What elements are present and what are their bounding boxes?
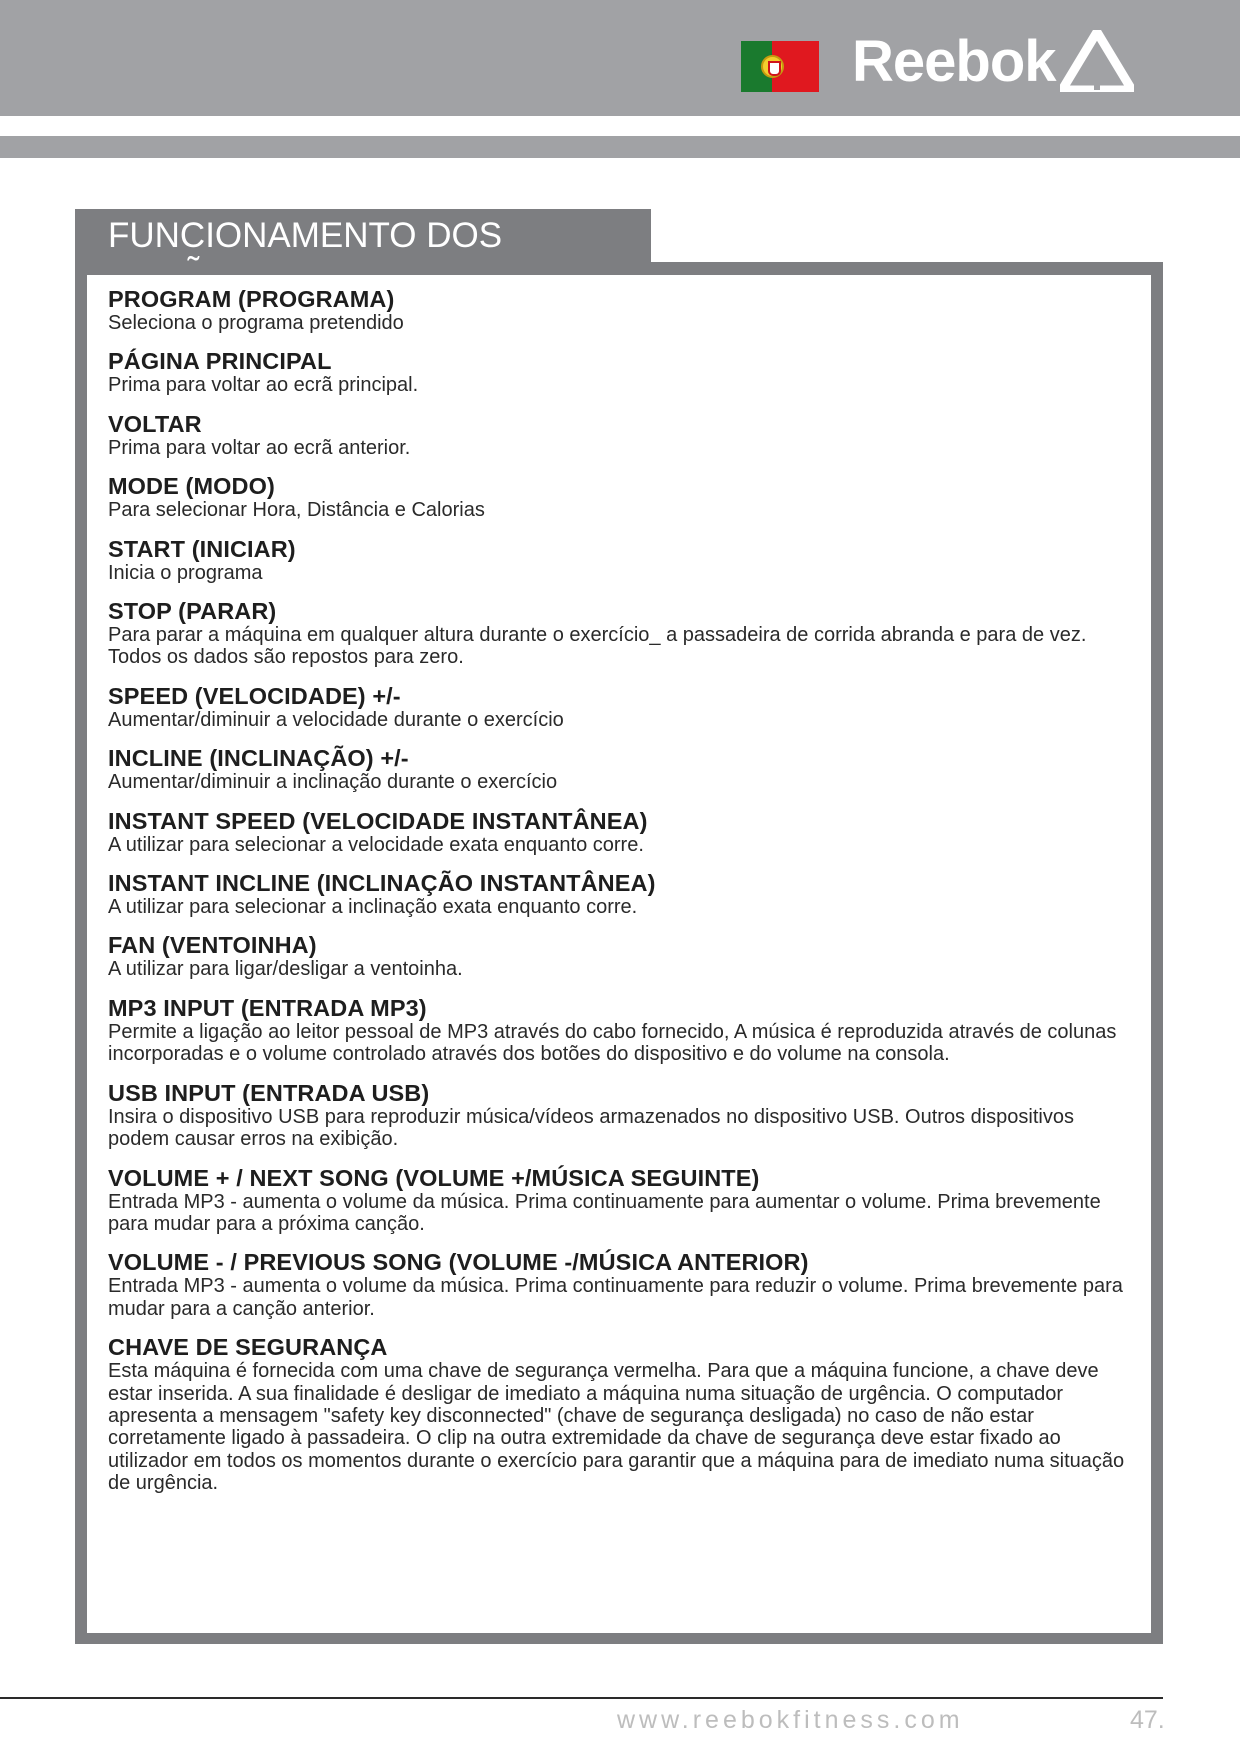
button-entry-mp3-input	[108, 995, 1131, 1066]
entry-description: Insira o dispositivo USB para reproduzir música/vídeos armazenados no dispositivo USB. Outros dispositivos podem causar erros na exibição.	[108, 1105, 1074, 1151]
entry-description: A utilizar para selecionar a velocidade exata enquanto corre.	[108, 833, 644, 856]
header-stripe	[0, 136, 1240, 158]
button-entry-instant-incline	[108, 870, 1131, 918]
entry-title: PROGRAM (PROGRAMA)	[108, 286, 395, 312]
entry-title: VOLUME - / PREVIOUS SONG (VOLUME -/MÚSICA ANTERIOR)	[108, 1249, 809, 1276]
button-entry-mode	[108, 473, 1131, 521]
button-entry-safety-key	[108, 1334, 1131, 1494]
footer-divider	[0, 1697, 1163, 1699]
entry-title: INCLINE (INCLINAÇÃO) +/-	[108, 745, 409, 772]
entry-description: Esta máquina é fornecida com uma chave de segurança vermelha. Para que a máquina funcione, a chave deve estar inserida. A sua finalidade é desligar de imediato a máquina numa situação de urgência. O computador apresenta a mensagem "safety key disconnected" (chave de segurança desligada) no caso de não estar corretamente ligado à passadeira. O clip na outra extremidade da chave de segurança deve estar fixado ao utilizador em todos os momentos durante o exercício para garantir que a máquina para de imediato numa situação de urgência.	[108, 1360, 1125, 1495]
entry-description: Aumentar/diminuir a velocidade durante o exercício	[108, 708, 564, 731]
content-panel	[87, 275, 1151, 1633]
entry-description: A utilizar para selecionar a inclinação exata enquanto corre.	[108, 896, 638, 919]
entry-title: MODE (MODO)	[108, 473, 275, 500]
entry-description: Inicia o programa	[108, 561, 263, 584]
button-entry-program	[108, 286, 1131, 334]
portugal-flag-icon	[741, 41, 819, 92]
page-number: 47.	[1130, 1706, 1165, 1734]
button-entry-speed	[108, 683, 1131, 731]
button-entry-incline	[108, 745, 1131, 793]
entry-title: CHAVE DE SEGURANÇA	[108, 1334, 388, 1361]
section-title: FUNCIONAMENTO DOS	[108, 216, 503, 255]
entry-title: START (INICIAR)	[108, 535, 296, 562]
entry-title: MP3 INPUT (ENTRADA MP3)	[108, 994, 427, 1021]
entry-description: A utilizar para ligar/desligar a ventoinha.	[108, 958, 463, 981]
button-entry-back	[108, 411, 1131, 459]
reebok-logo	[852, 26, 1134, 96]
entry-title: INSTANT SPEED (VELOCIDADE INSTANTÂNEA)	[108, 807, 648, 834]
reebok-delta-icon	[1060, 30, 1134, 92]
button-entry-start	[108, 536, 1131, 584]
footer-website: www.reebokfitness.com	[617, 1706, 964, 1734]
button-entry-usb-input	[108, 1080, 1131, 1151]
entry-title: STOP (PARAR)	[108, 598, 277, 625]
entry-title: VOLTAR	[108, 410, 202, 437]
entry-title: INSTANT INCLINE (INCLINAÇÃO INSTANTÂNEA)	[108, 870, 656, 897]
section-heading-tab	[75, 209, 651, 265]
entry-title: VOLUME + / NEXT SONG (VOLUME +/MÚSICA SEGUINTE)	[108, 1164, 760, 1191]
entry-description: Seleciona o programa pretendido	[108, 312, 404, 334]
entry-description: Prima para voltar ao ecrã principal.	[108, 374, 419, 397]
button-entry-fan	[108, 932, 1131, 980]
button-entry-instant-speed	[108, 808, 1131, 856]
brand-name: Reebok	[852, 28, 1056, 94]
entry-title: SPEED (VELOCIDADE) +/-	[108, 682, 401, 709]
button-entry-stop	[108, 598, 1131, 669]
entry-description: Para selecionar Hora, Distância e Calorias	[108, 499, 485, 522]
entry-title: FAN (VENTOINHA)	[108, 932, 317, 959]
entry-description: Entrada MP3 - aumenta o volume da música. Prima continuamente para aumentar o volume. Prima brevemente para mudar para a próxima canção.	[108, 1190, 1101, 1235]
entry-title: USB INPUT (ENTRADA USB)	[108, 1079, 430, 1106]
entry-description: Aumentar/diminuir a inclinação durante o exercício	[108, 771, 558, 794]
entry-description: Para parar a máquina em qualquer altura durante o exercício_ a passadeira de corrida abranda e para de vez. Todos os dados são repostos para zero.	[108, 624, 1087, 669]
button-entry-volume-up	[108, 1165, 1131, 1236]
entry-description: Prima para voltar ao ecrã anterior.	[108, 436, 411, 459]
entry-description: Permite a ligação ao leitor pessoal de MP3 através do cabo fornecido, A música é reproduzida através de colunas incorporadas e o volume controlado através dos botões do dispositivo e do volume na consola.	[108, 1020, 1117, 1066]
button-entry-volume-down	[108, 1249, 1131, 1320]
button-entry-home	[108, 348, 1131, 396]
entry-title: PÁGINA PRINCIPAL	[108, 348, 332, 375]
entry-description: Entrada MP3 - aumenta o volume da música. Prima continuamente para reduzir o volume. Prima brevemente para mudar para a canção anterior.	[108, 1275, 1123, 1320]
